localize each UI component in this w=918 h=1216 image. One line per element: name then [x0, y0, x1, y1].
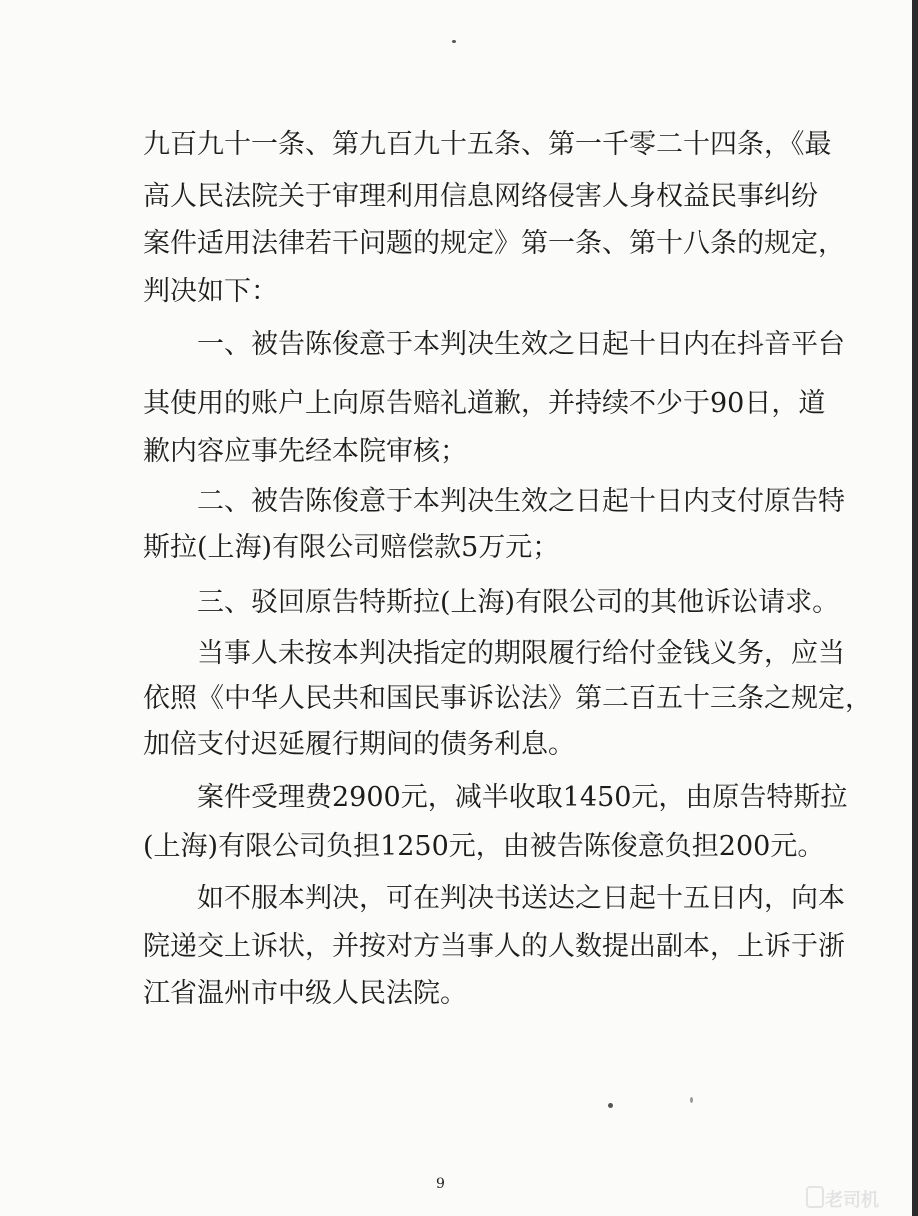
text-line: 如不服本判决，可在判决书送达之日起十五日内，向本: [197, 883, 845, 914]
text-line: 当事人未按本判决指定的期限履行给付金钱义务，应当: [197, 638, 845, 669]
text-line: 斯拉(上海)有限公司赔偿款5万元；: [143, 532, 560, 563]
text-line: 一、被告陈俊意于本判决生效之日起十日内在抖音平台: [197, 329, 845, 360]
text-line: 三、驳回原告特斯拉(上海)有限公司的其他诉讼请求。: [197, 587, 840, 618]
scan-speck: [452, 40, 456, 43]
text-line: 案件适用法律若干问题的规定》第一条、第十八条的规定，: [143, 228, 845, 259]
page-number: 9: [436, 1176, 445, 1192]
text-line: 高人民法院关于审理利用信息网络侵害人身权益民事纠纷: [143, 181, 818, 212]
text-line: 二、被告陈俊意于本判决生效之日起十日内支付原告特: [197, 486, 845, 517]
text-line: (上海)有限公司负担1250元，由被告陈俊意负担200元。: [143, 831, 825, 862]
text-line: 院递交上诉状，并按对方当事人的人数提出副本，上诉于浙: [143, 931, 845, 962]
scan-speck: [690, 1097, 693, 1103]
text-line: 江省温州市中级人民法院。: [143, 978, 467, 1009]
text-line: 判决如下：: [143, 276, 278, 307]
scan-speck: [608, 1103, 613, 1108]
watermark: 老司机: [825, 1190, 879, 1211]
watermark-logo-icon: [806, 1186, 824, 1208]
text-line: 歉内容应事先经本院审核；: [143, 436, 467, 467]
scan-edge: [912, 0, 918, 1216]
text-line: 九百九十一条、第九百九十五条、第一千零二十四条，《最: [143, 129, 832, 160]
text-line: 其使用的账户上向原告赔礼道歉，并持续不少于90日，道: [143, 388, 826, 419]
text-line: 加倍支付迟延履行期间的债务利息。: [143, 729, 575, 760]
text-line: 案件受理费2900元，减半收取1450元，由原告特斯拉: [197, 782, 848, 813]
text-line: 依照《中华人民共和国民事诉讼法》第二百五十三条之规定，: [143, 683, 872, 714]
